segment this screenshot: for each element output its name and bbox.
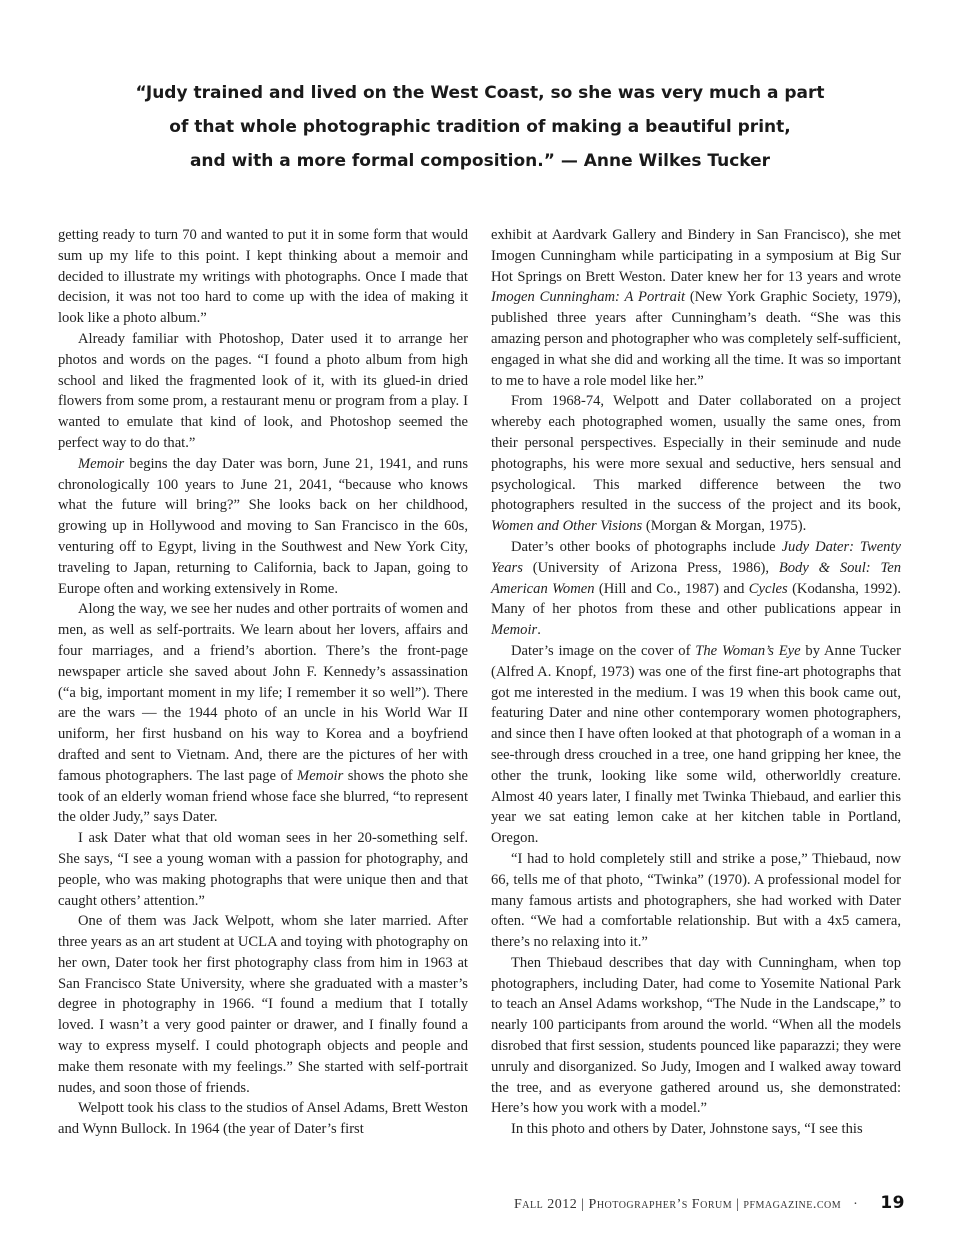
separator: | [581,1197,585,1212]
text-run: (Kodansha, 1992). Many of her photos from these and other publications appear in [491,580,901,618]
text-run: shows the photo she took of an elderly woman friend whose face she blurred, “to represent the older Judy,” says Dater. [58,767,468,826]
right-column [491,225,901,1140]
paragraph [491,641,901,849]
text-run: Dater’s image on the cover of [511,642,696,659]
text-run: (University of Arizona Press, 1986), [522,559,779,576]
paragraph [491,391,901,537]
issue-label: Fall 2012 [513,1197,578,1212]
paragraph [491,849,901,953]
pull-quote [80,76,880,178]
page-number: 19 [880,1193,905,1213]
magazine-name: Photographer’s Forum [588,1197,733,1212]
text-run: (Hill and Co., 1987) and [594,580,749,597]
text-run: One of them was Jack Welpott, whom she later married. After three years as an art student at UCLA and toying with photography on her own, Dater took her first photography class from him in 1963 at San Francisco State University, where she graduated with a master’s degree in photography in 1966. “I found a medium that I totally loved. I wasn’t a very good painter or drawer, and I finally found a way to express myself. I could photograph objects and people and make them resonate with my feelings.” She started with self-portrait nudes, and soon those of friends. [58,913,468,1096]
paragraph [491,1119,901,1140]
text-run: by Anne Tucker (Alfred A. Knopf, 1973) was one of the first fine-art photographs that got me interested in the medium. I was 19 when this book came out, featuring Dater and nine other contemporary women photographers, and since then I have often looked at that photograph of a woman in a see-through dress crouched in a tree, one hand gripping her knee, the other the trunk, looking like some wild, otherworldly creature. Almost 40 years later, I finally met Twinka Thiebaud, and earlier this year we sat eating lemon cake at her kitchen table in Portland, Oregon. [491,642,901,847]
book-title: Body & Soul: Ten American Women [491,559,902,597]
text-run: Welpott took his class to the studios of Ansel Adams, Brett Weston and Wynn Bullock. In 1964 (the year of Dater’s first [58,1100,468,1138]
text-run: Already familiar with Photoshop, Dater used it to arrange her photos and words on the pages. “I found a photo album from high school and liked the fragmented look of it, with its glued-in dried flowers from some prom, a restaurant menu or program from a play. I wanted to emulate that kind of look, and Photoshop seemed the perfect way to do that.” [58,330,468,451]
text-run: (New York Graphic Society, 1979), published three years after Cunningham’s death. “She was this amazing person and photographer who was completely self-sufficient, engaged in what she did and working all the time. It was so important to me to have a role model like her.” [491,289,901,389]
text-run: Dater’s other books of photographs include [511,538,782,555]
text-run: In this photo and others by Dater, Johnstone says, “I see this [511,1121,863,1138]
book-title: Memoir [491,622,538,639]
pull-quote-line: of that whole photographic tradition of making a beautiful print, [169,117,791,137]
text-run: . [537,622,541,639]
book-title: Judy Dater: Twenty Years [491,538,902,576]
book-title: Memoir [297,767,344,784]
separator: | [736,1197,740,1212]
text-run: begins the day Dater was born, June 21, 1941, and runs chronologically 100 years to June 21, 2041, “because who knows what the future will bring?” She looks back on her childhood, growing up in Hollywood and moving to San Francisco in the 60s, venturing off to Egypt, living in the Southwest and New York City, traveling to Japan, returning to California, back to Japan, going to Europe often and working extensively in Rome. [58,455,468,597]
paragraph [58,454,468,600]
book-title: The Woman’s Eye [695,642,801,659]
paragraph [491,225,901,391]
text-run: Then Thiebaud describes that day with Cunningham, when top photographers, including Dater, had come to Yosemite National Park to teach an Ansel Adams workshop, “The Nude in the Landscape,” to nearly 100 participants from around the world. “When all the models disrobed that first session, students pounced like paparazzi; they were unruly and disorganized. So Judy, Imogen and I walked away toward the tree, and as everyone gathered around us, she demonstrated: Here’s how you work with a model.” [491,954,901,1117]
left-column [58,225,468,1140]
text-run: (Morgan & Morgan, 1975). [642,518,807,535]
website: pfmagazine.com [743,1197,842,1212]
pull-quote-line: and with a more formal composition.” — Anne Wilkes Tucker [189,151,771,171]
text-run: “I had to hold completely still and strike a pose,” Thiebaud, now 66, tells me of that photo, “Twinka” (1970). A professional model for many famous artists and photographers, she had worked with Dater often. “We had a comfortable relationship. But with a 4x5 camera, there’s no relaxing into it.” [491,850,901,951]
text-run: From 1968-74, Welpott and Dater collaborated on a project whereby each photographed women, usually the same ones, from their personal perspectives. Especially in their seminude and nude photographs, his were more sexual and seductive, hers sensual and psychological. This marked difference between the two photographers resulted in the success of the project and its book, [491,393,901,514]
page-footer [514,1193,905,1213]
book-title: Memoir [78,455,125,472]
paragraph [58,329,468,454]
text-run: Along the way, we see her nudes and other portraits of women and men, as well as self-portraits. We learn about her lovers, affairs and four marriages, and a friend’s abortion. There’s the front-page newspaper article she saved about John F. Kennedy’s assassination (“a big, important moment in my life; I remember it so well”). There are the wars — the 1944 photo of an uncle in his World War II uniform, her first husband on his way to Korea and a boyfriend drafted and sent to Vietnam. And, there are the pictures of her with famous photographers. The last page of [58,601,468,784]
paragraph [491,953,901,1119]
text-run: getting ready to turn 70 and wanted to put it in some form that would sum up my life to this point. I kept thinking about a memoir and decided to illustrate my writings with photographs. Once I made that decision, it was not too hard to come up with the idea of making it look like a photo album.” [58,227,468,327]
paragraph [58,599,468,828]
pull-quote-line: “Judy trained and lived on the West Coast, so she was very much a part [135,83,825,103]
paragraph [58,1098,468,1140]
book-title: Imogen Cunningham: A Portrait [491,289,686,306]
paragraph [58,911,468,1098]
text-run: exhibit at Aardvark Gallery and Bindery in San Francisco), she met Imogen Cunningham while participating in a symposium at Big Sur Hot Springs on Brett Weston. Dater knew her for 13 years and wrote [491,227,901,285]
paragraph [58,225,468,329]
book-title: Women and Other Visions [491,518,643,535]
book-title: Cycles [748,580,788,597]
text-run: I ask Dater what that old woman sees in her 20-something self. She says, “I see a young woman with a passion for photography, and people, who was making photographs that were unique then and that caught others’ attention.” [58,830,468,909]
paragraph [491,537,901,641]
paragraph [58,828,468,911]
dot-separator: · [853,1197,859,1212]
